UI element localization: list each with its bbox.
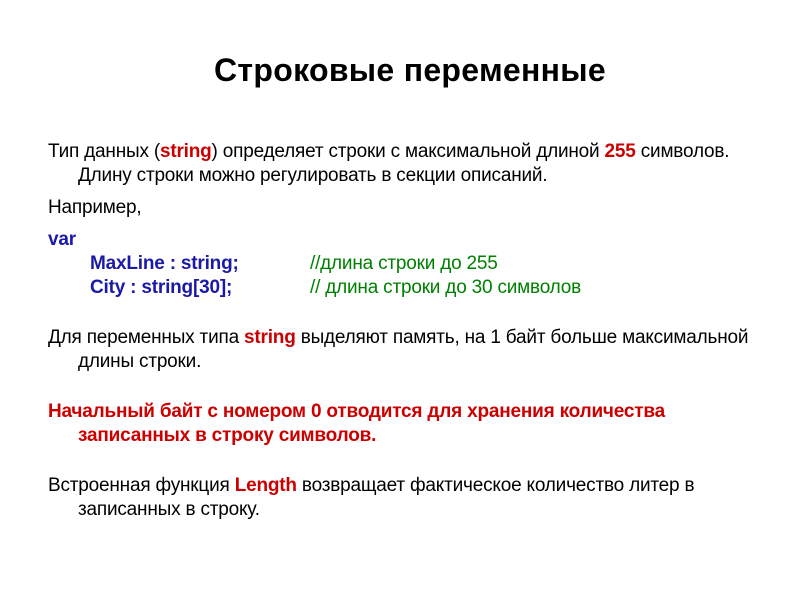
paragraph-string-type [48,140,768,188]
code-comment-maxline: //длина строки до 255 [310,253,498,274]
code-keyword-var: var [48,229,76,250]
slide-body [48,140,768,522]
example-label: Например, [48,197,142,218]
paragraph-length [48,474,768,522]
slide-title: Строковые переменные [214,52,606,88]
p4-text-after: возвращает фактическое количество литер в записанных в строку. [78,475,695,520]
p4-text-before: Встроенная функция [48,475,235,496]
p1-text-after: символов. Длину строки можно регулировать в секции описаний. [78,141,730,186]
paragraph-zero-byte: Начальный байт с номером 0 отводится для хранения количества записанных в строку символов. [48,401,665,446]
p4-keyword-length: Length [234,475,297,496]
p2-text-after: выделяют память, на 1 байт больше максимальной длины строки. [78,327,749,372]
p1-keyword-string: string [159,141,212,162]
p1-text-before: Тип данных ( [48,141,160,162]
code-line-maxline [48,252,768,276]
paragraph-memory [48,326,768,374]
code-comment-city: // длина строки до 30 символов [310,277,582,298]
code-line-city [48,276,768,300]
code-decl-maxline: MaxLine : string; [90,253,239,274]
p2-text-before: Для переменных типа [48,327,245,348]
p1-number-255: 255 [604,141,636,162]
code-decl-city: City : string[30]; [90,277,233,298]
p1-text-middle: ) определяет строки с максимальной длиной [211,141,605,162]
p2-keyword-string: string [244,327,296,348]
